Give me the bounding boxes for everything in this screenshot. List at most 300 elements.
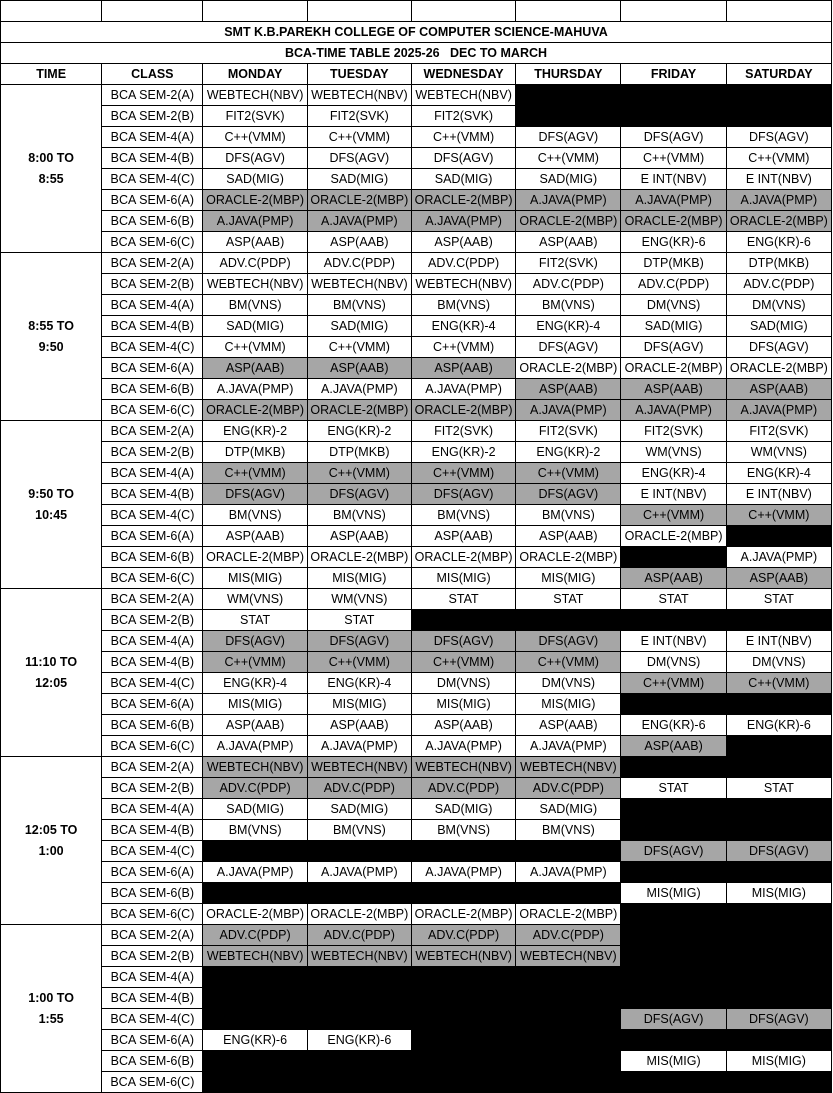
empty-slot [621, 1030, 726, 1051]
subject-cell: DFS(AGV) [307, 484, 411, 505]
empty-slot [726, 1072, 831, 1093]
empty-slot [726, 820, 831, 841]
subject-cell: ADV.C(PDP) [307, 253, 411, 274]
subject-cell: DFS(AGV) [411, 148, 515, 169]
blank-cell [102, 1, 203, 22]
subject-cell: BM(VNS) [203, 295, 307, 316]
subject-cell: FIT2(SVK) [726, 421, 831, 442]
subject-cell: WEBTECH(NBV) [307, 85, 411, 106]
empty-slot [726, 736, 831, 757]
schedule-row [1, 715, 832, 736]
subject-cell: ORACLE-2(MBP) [516, 211, 621, 232]
subject-cell: BM(VNS) [307, 820, 411, 841]
empty-slot [203, 967, 307, 988]
time-slot-line: 1:00 [38, 843, 64, 858]
class-name: BCA SEM-6(A) [102, 862, 203, 883]
empty-slot [203, 1051, 307, 1072]
schedule-row [1, 421, 832, 442]
subject-cell: FIT2(SVK) [307, 106, 411, 127]
subject-cell: DFS(AGV) [726, 1009, 831, 1030]
class-name: BCA SEM-2(A) [102, 757, 203, 778]
subject-cell: WEBTECH(NBV) [203, 757, 307, 778]
empty-slot [307, 1009, 411, 1030]
subject-cell: ADV.C(PDP) [411, 778, 515, 799]
subject-cell: ADV.C(PDP) [203, 925, 307, 946]
subject-cell: DFS(AGV) [203, 148, 307, 169]
subject-cell: MIS(MIG) [307, 694, 411, 715]
empty-slot [516, 85, 621, 106]
subject-cell: MIS(MIG) [307, 568, 411, 589]
subject-cell: DFS(AGV) [307, 148, 411, 169]
empty-slot [726, 988, 831, 1009]
schedule-row [1, 85, 832, 106]
schedule-row [1, 673, 832, 694]
subject-cell: DFS(AGV) [726, 127, 831, 148]
subject-cell: A.JAVA(PMP) [411, 211, 515, 232]
subject-cell: STAT [516, 589, 621, 610]
subject-cell: DTP(MKB) [203, 442, 307, 463]
empty-slot [411, 988, 515, 1009]
subject-cell: ASP(AAB) [621, 736, 726, 757]
subject-cell: ENG(KR)-6 [307, 1030, 411, 1051]
time-slot-line: 8:55 [38, 171, 64, 186]
subject-cell: A.JAVA(PMP) [203, 379, 307, 400]
subject-cell: ORACLE-2(MBP) [307, 547, 411, 568]
class-name: BCA SEM-4(C) [102, 337, 203, 358]
time-slot-line: 8:00 TO [28, 150, 74, 165]
subject-cell: STAT [411, 589, 515, 610]
subject-cell: C++(VMM) [516, 148, 621, 169]
schedule-row [1, 799, 832, 820]
empty-slot [411, 1009, 515, 1030]
subject-cell: ADV.C(PDP) [203, 778, 307, 799]
subject-cell: ENG(KR)-4 [621, 463, 726, 484]
class-name: BCA SEM-6(C) [102, 232, 203, 253]
schedule-row [1, 169, 832, 190]
class-name: BCA SEM-4(C) [102, 505, 203, 526]
empty-slot [621, 694, 726, 715]
blank-cell [726, 1, 831, 22]
empty-slot [621, 820, 726, 841]
subject-cell: SAD(MIG) [621, 316, 726, 337]
subject-cell: DFS(AGV) [203, 631, 307, 652]
subject-cell: ASP(AAB) [203, 358, 307, 379]
schedule-row [1, 400, 832, 421]
blank-cell [516, 1, 621, 22]
subject-cell: WEBTECH(NBV) [516, 757, 621, 778]
subject-cell: FIT2(SVK) [516, 253, 621, 274]
header-saturday: SATURDAY [726, 64, 831, 85]
empty-slot [411, 1051, 515, 1072]
empty-slot [726, 967, 831, 988]
empty-slot [621, 757, 726, 778]
class-name: BCA SEM-6(A) [102, 526, 203, 547]
subject-cell: ORACLE-2(MBP) [411, 400, 515, 421]
blank-cell [307, 1, 411, 22]
subject-cell: C++(VMM) [203, 463, 307, 484]
empty-slot [411, 967, 515, 988]
subject-cell: ORACLE-2(MBP) [726, 211, 831, 232]
subject-cell: SAD(MIG) [203, 799, 307, 820]
subject-cell: C++(VMM) [726, 505, 831, 526]
subject-cell: SAD(MIG) [411, 169, 515, 190]
schedule-row [1, 841, 832, 862]
subject-cell: SAD(MIG) [411, 799, 515, 820]
class-name: BCA SEM-2(B) [102, 274, 203, 295]
empty-slot [726, 694, 831, 715]
schedule-row [1, 190, 832, 211]
subject-cell: ASP(AAB) [621, 379, 726, 400]
subject-cell: C++(VMM) [307, 337, 411, 358]
class-name: BCA SEM-6(B) [102, 715, 203, 736]
schedule-row [1, 1072, 832, 1093]
subject-cell: A.JAVA(PMP) [411, 379, 515, 400]
schedule-row [1, 883, 832, 904]
subject-cell: ADV.C(PDP) [621, 274, 726, 295]
subject-cell: A.JAVA(PMP) [726, 547, 831, 568]
empty-slot [307, 1072, 411, 1093]
subject-cell: DFS(AGV) [516, 127, 621, 148]
schedule-row [1, 505, 832, 526]
empty-slot [411, 610, 515, 631]
subject-cell: DM(VNS) [726, 295, 831, 316]
subject-cell: E INT(NBV) [726, 631, 831, 652]
time-slot [1, 85, 102, 253]
class-name: BCA SEM-6(C) [102, 400, 203, 421]
class-name: BCA SEM-4(B) [102, 820, 203, 841]
empty-slot [726, 757, 831, 778]
subject-cell: ORACLE-2(MBP) [726, 358, 831, 379]
subject-cell: ADV.C(PDP) [411, 925, 515, 946]
subject-cell: MIS(MIG) [411, 694, 515, 715]
subject-cell: ORACLE-2(MBP) [621, 211, 726, 232]
subject-cell: DM(VNS) [621, 652, 726, 673]
empty-slot [411, 1072, 515, 1093]
timetable-body [1, 1, 832, 1093]
subject-cell: FIT2(SVK) [411, 421, 515, 442]
subject-cell: A.JAVA(PMP) [203, 736, 307, 757]
subject-cell: MIS(MIG) [516, 694, 621, 715]
subject-cell: C++(VMM) [411, 463, 515, 484]
empty-slot [516, 841, 621, 862]
class-name: BCA SEM-6(A) [102, 1030, 203, 1051]
empty-slot [621, 547, 726, 568]
subtitle-row [1, 43, 832, 64]
empty-slot [203, 883, 307, 904]
empty-slot [307, 988, 411, 1009]
schedule-row [1, 253, 832, 274]
subject-cell: ORACLE-2(MBP) [516, 547, 621, 568]
schedule-row [1, 778, 832, 799]
subject-cell: MIS(MIG) [411, 568, 515, 589]
subject-cell: C++(VMM) [621, 673, 726, 694]
empty-slot [621, 799, 726, 820]
time-slot [1, 589, 102, 757]
time-slot [1, 253, 102, 421]
subject-cell: WM(VNS) [726, 442, 831, 463]
subject-cell: ORACLE-2(MBP) [203, 904, 307, 925]
subject-cell: ORACLE-2(MBP) [203, 400, 307, 421]
college-title: SMT K.B.PAREKH COLLEGE OF COMPUTER SCIENCE-MAHUVA [1, 22, 832, 43]
schedule-row [1, 148, 832, 169]
empty-slot [203, 1072, 307, 1093]
empty-slot [726, 85, 831, 106]
subject-cell: DFS(AGV) [411, 631, 515, 652]
class-name: BCA SEM-2(A) [102, 421, 203, 442]
subject-cell: C++(VMM) [203, 652, 307, 673]
subject-cell: ENG(KR)-4 [307, 673, 411, 694]
schedule-row [1, 568, 832, 589]
schedule-row [1, 211, 832, 232]
subject-cell: ENG(KR)-4 [516, 316, 621, 337]
schedule-row [1, 862, 832, 883]
class-name: BCA SEM-4(B) [102, 148, 203, 169]
subject-cell: C++(VMM) [726, 148, 831, 169]
empty-slot [516, 883, 621, 904]
schedule-row [1, 589, 832, 610]
class-name: BCA SEM-6(C) [102, 904, 203, 925]
subject-cell: BM(VNS) [411, 820, 515, 841]
class-name: BCA SEM-4(C) [102, 841, 203, 862]
class-name: BCA SEM-6(C) [102, 568, 203, 589]
subject-cell: C++(VMM) [307, 463, 411, 484]
subject-cell: MIS(MIG) [621, 1051, 726, 1072]
empty-slot [203, 1009, 307, 1030]
class-name: BCA SEM-4(C) [102, 673, 203, 694]
subject-cell: WEBTECH(NBV) [203, 274, 307, 295]
class-name: BCA SEM-2(B) [102, 106, 203, 127]
subject-cell: WEBTECH(NBV) [307, 757, 411, 778]
empty-slot [307, 1051, 411, 1072]
subject-cell: DTP(MKB) [621, 253, 726, 274]
schedule-row [1, 442, 832, 463]
class-name: BCA SEM-4(A) [102, 127, 203, 148]
subject-cell: ASP(AAB) [203, 232, 307, 253]
class-name: BCA SEM-2(B) [102, 442, 203, 463]
schedule-row [1, 946, 832, 967]
subject-cell: A.JAVA(PMP) [516, 862, 621, 883]
subject-cell: C++(VMM) [411, 127, 515, 148]
schedule-row [1, 106, 832, 127]
class-name: BCA SEM-2(A) [102, 925, 203, 946]
subject-cell: ASP(AAB) [411, 526, 515, 547]
subject-cell: ENG(KR)-2 [516, 442, 621, 463]
schedule-row [1, 631, 832, 652]
class-name: BCA SEM-4(A) [102, 799, 203, 820]
empty-slot [621, 925, 726, 946]
time-slot-line: 11:10 TO [25, 654, 78, 669]
subject-cell: MIS(MIG) [726, 883, 831, 904]
subject-cell: ASP(AAB) [726, 379, 831, 400]
time-slot-line: 1:55 [38, 1011, 64, 1026]
subject-cell: A.JAVA(PMP) [203, 211, 307, 232]
class-name: BCA SEM-4(B) [102, 316, 203, 337]
subject-cell: A.JAVA(PMP) [307, 379, 411, 400]
subject-cell: C++(VMM) [726, 673, 831, 694]
time-slot [1, 757, 102, 925]
subject-cell: ASP(AAB) [516, 379, 621, 400]
schedule-row [1, 232, 832, 253]
empty-slot [726, 1030, 831, 1051]
empty-slot [726, 925, 831, 946]
subject-cell: ENG(KR)-4 [203, 673, 307, 694]
subject-cell: ENG(KR)-2 [411, 442, 515, 463]
subject-cell: ENG(KR)-6 [621, 715, 726, 736]
subject-cell: C++(VMM) [516, 463, 621, 484]
subject-cell: ENG(KR)-2 [307, 421, 411, 442]
subject-cell: A.JAVA(PMP) [516, 400, 621, 421]
class-name: BCA SEM-6(A) [102, 694, 203, 715]
subject-cell: C++(VMM) [621, 148, 726, 169]
subject-cell: ADV.C(PDP) [307, 925, 411, 946]
time-slot-line: 9:50 TO [28, 486, 74, 501]
empty-slot [516, 967, 621, 988]
class-name: BCA SEM-4(C) [102, 169, 203, 190]
time-slot-line: 12:05 TO [24, 822, 78, 837]
subject-cell: ENG(KR)-6 [726, 232, 831, 253]
subject-cell: ENG(KR)-6 [203, 1030, 307, 1051]
class-name: BCA SEM-4(A) [102, 631, 203, 652]
subject-cell: BM(VNS) [203, 820, 307, 841]
blank-cell [411, 1, 515, 22]
class-name: BCA SEM-4(A) [102, 967, 203, 988]
subject-cell: SAD(MIG) [203, 169, 307, 190]
class-name: BCA SEM-2(B) [102, 946, 203, 967]
schedule-row [1, 736, 832, 757]
subject-cell: ORACLE-2(MBP) [307, 904, 411, 925]
subject-cell: DFS(AGV) [621, 337, 726, 358]
subject-cell: ADV.C(PDP) [307, 778, 411, 799]
subject-cell: DM(VNS) [621, 295, 726, 316]
subject-cell: A.JAVA(PMP) [726, 190, 831, 211]
schedule-row [1, 484, 832, 505]
empty-slot [726, 610, 831, 631]
subject-cell: ADV.C(PDP) [516, 925, 621, 946]
empty-slot [621, 904, 726, 925]
subject-cell: DFS(AGV) [203, 484, 307, 505]
class-name: BCA SEM-6(B) [102, 547, 203, 568]
schedule-row [1, 274, 832, 295]
subject-cell: ASP(AAB) [411, 715, 515, 736]
schedule-row [1, 463, 832, 484]
empty-slot [307, 967, 411, 988]
subject-cell: WEBTECH(NBV) [203, 85, 307, 106]
subject-cell: DTP(MKB) [726, 253, 831, 274]
subject-cell: E INT(NBV) [726, 484, 831, 505]
subject-cell: C++(VMM) [621, 505, 726, 526]
subject-cell: A.JAVA(PMP) [307, 736, 411, 757]
schedule-row [1, 295, 832, 316]
subject-cell: ASP(AAB) [307, 715, 411, 736]
class-name: BCA SEM-4(B) [102, 652, 203, 673]
subject-cell: DFS(AGV) [621, 1009, 726, 1030]
subject-cell: ENG(KR)-6 [621, 232, 726, 253]
subject-cell: MIS(MIG) [726, 1051, 831, 1072]
schedule-row [1, 925, 832, 946]
subject-cell: ASP(AAB) [411, 232, 515, 253]
blank-cell [203, 1, 307, 22]
time-slot-line: 1:00 TO [28, 990, 74, 1005]
class-name: BCA SEM-2(A) [102, 85, 203, 106]
empty-slot [621, 610, 726, 631]
time-slot-line: 8:55 TO [28, 318, 74, 333]
subject-cell: A.JAVA(PMP) [307, 862, 411, 883]
subject-cell: ORACLE-2(MBP) [411, 904, 515, 925]
subject-cell: A.JAVA(PMP) [307, 211, 411, 232]
class-name: BCA SEM-4(B) [102, 988, 203, 1009]
subject-cell: MIS(MIG) [621, 883, 726, 904]
header-row [1, 64, 832, 85]
class-name: BCA SEM-6(C) [102, 1072, 203, 1093]
subject-cell: C++(VMM) [203, 337, 307, 358]
subject-cell: WEBTECH(NBV) [307, 946, 411, 967]
subject-cell: STAT [307, 610, 411, 631]
subject-cell: BM(VNS) [411, 295, 515, 316]
subject-cell: ORACLE-2(MBP) [411, 547, 515, 568]
empty-slot [621, 85, 726, 106]
empty-slot [621, 862, 726, 883]
subject-cell: BM(VNS) [307, 295, 411, 316]
subject-cell: ORACLE-2(MBP) [307, 190, 411, 211]
subject-cell: BM(VNS) [516, 295, 621, 316]
empty-slot [516, 106, 621, 127]
subject-cell: ASP(AAB) [516, 715, 621, 736]
subject-cell: WEBTECH(NBV) [307, 274, 411, 295]
subject-cell: WEBTECH(NBV) [203, 946, 307, 967]
subject-cell: MIS(MIG) [516, 568, 621, 589]
schedule-row [1, 1051, 832, 1072]
subject-cell: BM(VNS) [516, 505, 621, 526]
subject-cell: ASP(AAB) [516, 232, 621, 253]
header-thursday: THURSDAY [516, 64, 621, 85]
empty-slot [726, 799, 831, 820]
subject-cell: C++(VMM) [411, 337, 515, 358]
schedule-row [1, 820, 832, 841]
subject-cell: DM(VNS) [411, 673, 515, 694]
schedule-row [1, 547, 832, 568]
schedule-row [1, 610, 832, 631]
subject-cell: A.JAVA(PMP) [203, 862, 307, 883]
subject-cell: WM(VNS) [621, 442, 726, 463]
subject-cell: C++(VMM) [516, 652, 621, 673]
subject-cell: ASP(AAB) [621, 568, 726, 589]
subject-cell: C++(VMM) [307, 127, 411, 148]
empty-slot [516, 1009, 621, 1030]
class-name: BCA SEM-6(A) [102, 358, 203, 379]
empty-slot [726, 862, 831, 883]
subject-cell: DM(VNS) [726, 652, 831, 673]
schedule-row [1, 127, 832, 148]
top-blank-row [1, 1, 832, 22]
timetable-subtitle: BCA-TIME TABLE 2025-26 DEC TO MARCH [1, 43, 832, 64]
subject-cell: ADV.C(PDP) [516, 778, 621, 799]
subject-cell: ASP(AAB) [203, 526, 307, 547]
subject-cell: ENG(KR)-4 [726, 463, 831, 484]
subject-cell: ORACLE-2(MBP) [203, 190, 307, 211]
class-name: BCA SEM-6(C) [102, 736, 203, 757]
subject-cell: DTP(MKB) [307, 442, 411, 463]
header-monday: MONDAY [203, 64, 307, 85]
subject-cell: WEBTECH(NBV) [411, 85, 515, 106]
empty-slot [411, 1030, 515, 1051]
subject-cell: STAT [726, 778, 831, 799]
subject-cell: ORACLE-2(MBP) [203, 547, 307, 568]
subject-cell: WEBTECH(NBV) [411, 274, 515, 295]
empty-slot [516, 1030, 621, 1051]
subject-cell: STAT [726, 589, 831, 610]
class-name: BCA SEM-2(B) [102, 610, 203, 631]
subject-cell: E INT(NBV) [726, 169, 831, 190]
